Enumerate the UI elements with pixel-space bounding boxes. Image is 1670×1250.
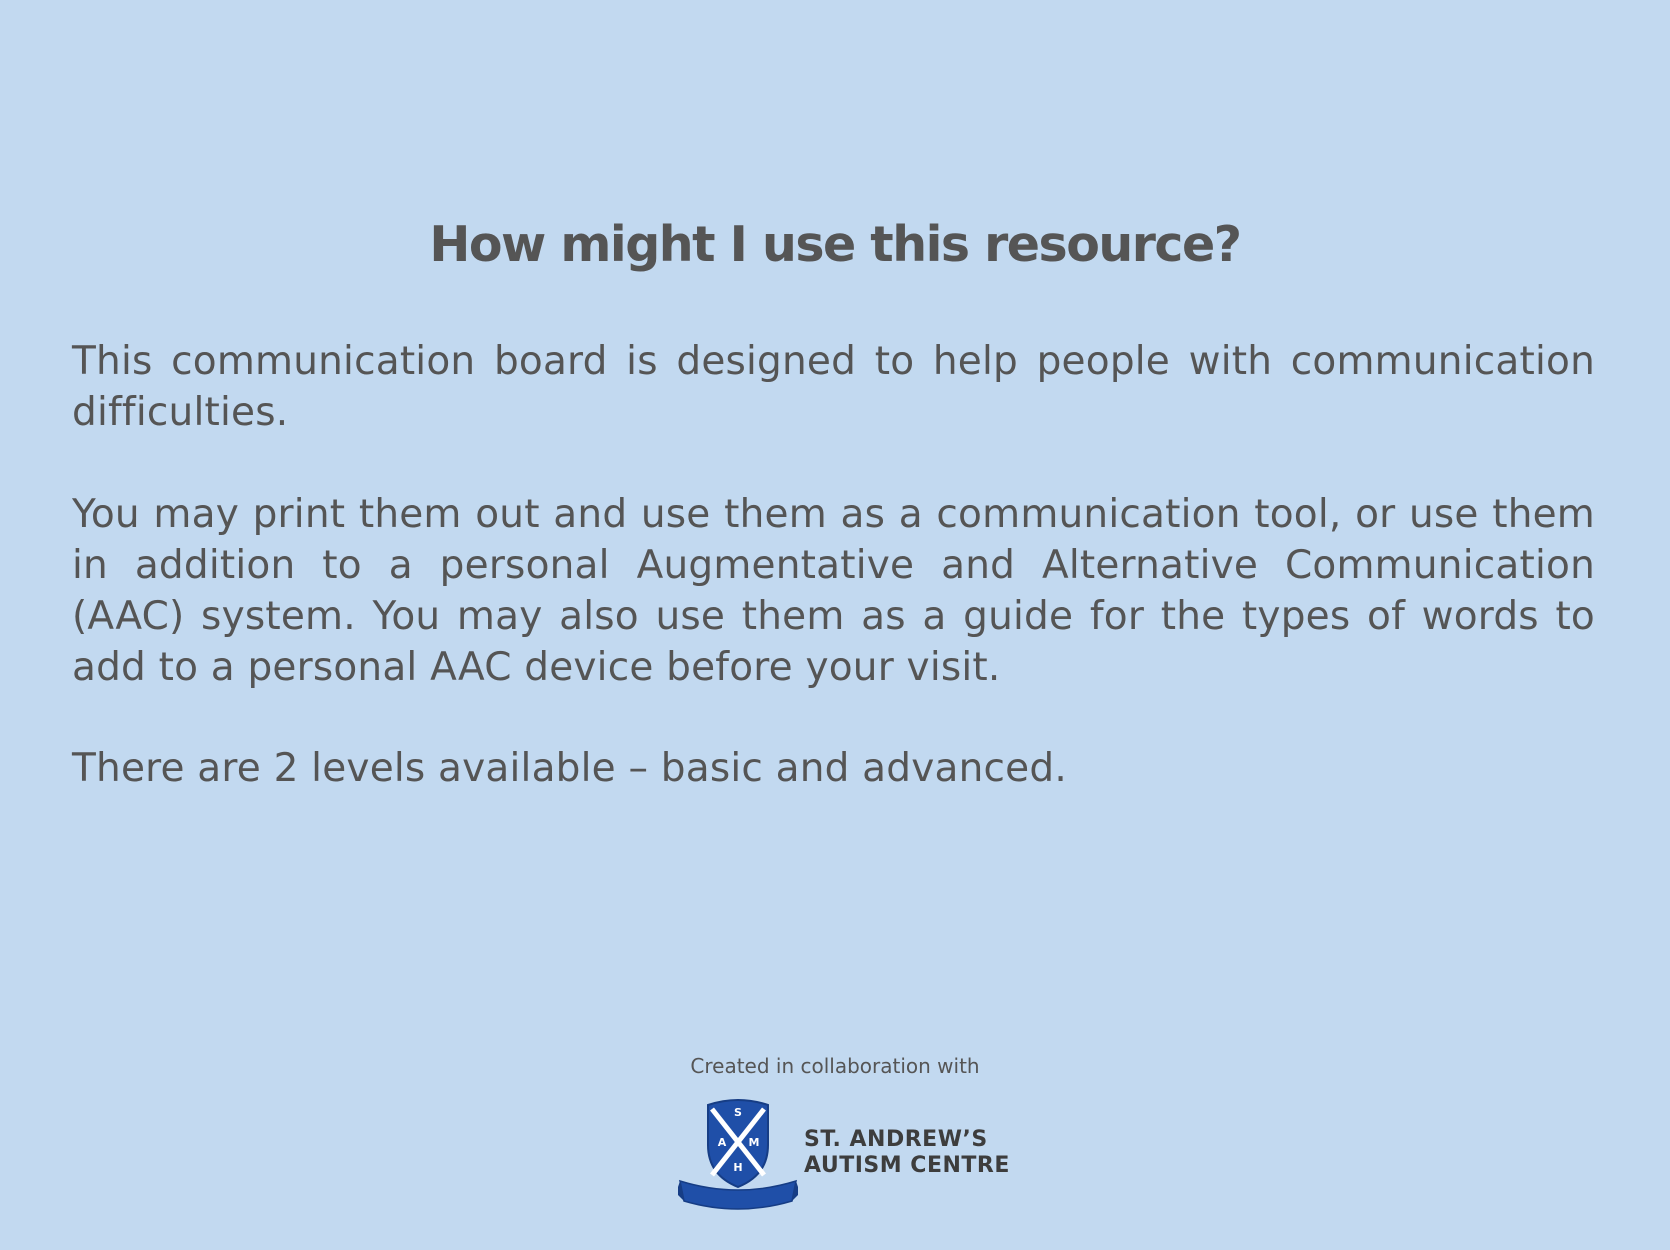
logo-line-2: AUTISM CENTRE <box>804 1153 1010 1178</box>
collaboration-credit: Created in collaboration with <box>690 1054 980 1078</box>
logo-wordmark <box>804 1127 1010 1179</box>
crest-letter-a: A <box>717 1136 727 1149</box>
paragraph-usage: You may print them out and use them as a communication tool, or use them in addition to a personal Augmentative and Alternative Communication (AAC) system. You may also use them as a guide for the types of words to add to a personal AAC device before your visit. <box>72 492 1595 690</box>
page-title: How might I use this resource? <box>429 216 1241 273</box>
crest-letter-h: H <box>733 1161 743 1174</box>
paragraph-levels: There are 2 levels available – basic and advanced. <box>72 746 1067 791</box>
crest-icon <box>678 1095 798 1215</box>
logo-line-1: ST. ANDREW’S <box>804 1127 988 1152</box>
st-andrews-logo <box>678 1095 1010 1215</box>
paragraph-purpose: This communication board is designed to help people with communication difficulties. <box>72 339 1595 435</box>
crest-letter-s: S <box>734 1106 742 1119</box>
crest-letter-m: M <box>748 1136 760 1149</box>
